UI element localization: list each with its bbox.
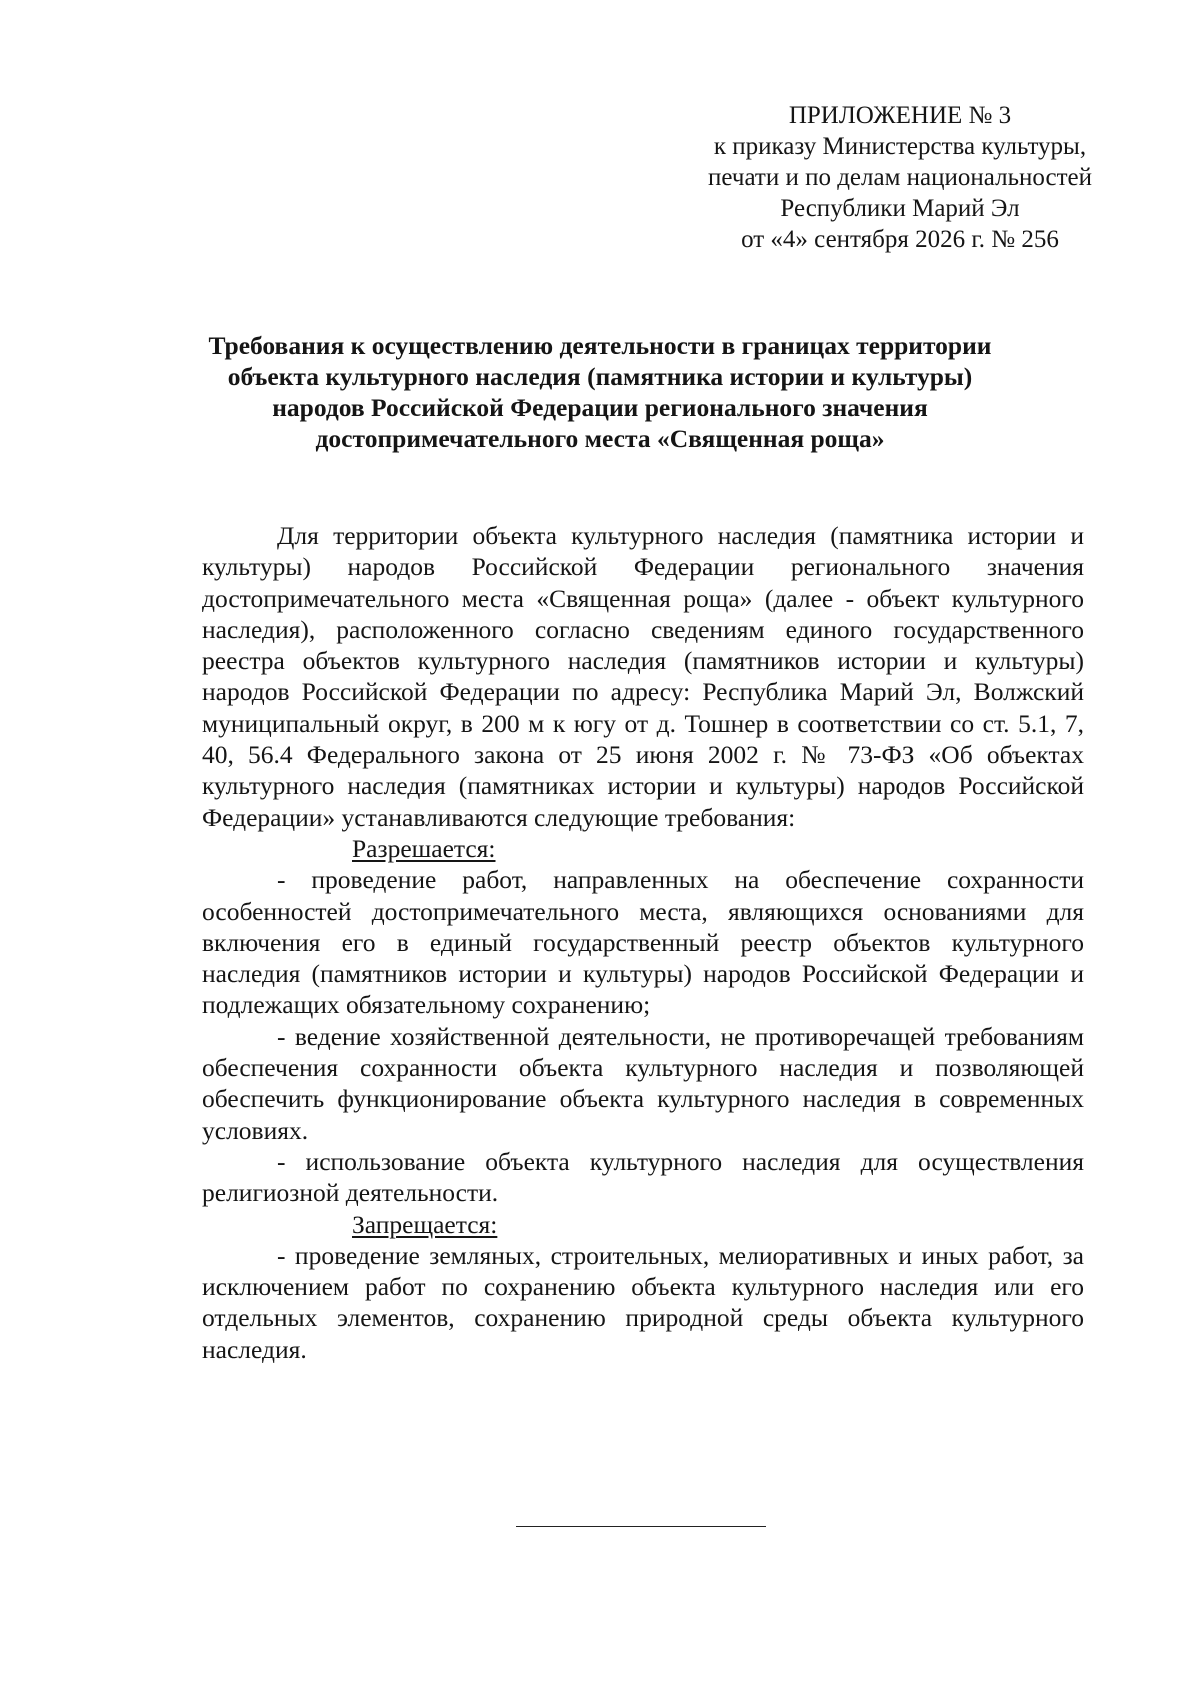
appendix-header bbox=[660, 100, 1140, 255]
allowed-item: - проведение работ, направленных на обеспечение сохранности особенностей достопримечательного места, являющихся основаниями для включения его в единый государственный реестр объектов культурного наследия (памятников истории и культуры) народов Российской Федерации и подлежащих обязательному сохранению; bbox=[202, 865, 1084, 1020]
closing-divider bbox=[516, 1526, 766, 1527]
allowed-heading-text: Разрешается: bbox=[352, 833, 496, 863]
title-line: народов Российской Федерации регионального значения bbox=[272, 393, 928, 422]
allowed-heading bbox=[202, 833, 1084, 864]
allowed-item: - ведение хозяйственной деятельности, не противоречащей требованиям обеспечения сохранности объекта культурного наследия и позволяющей обеспечить функционирование объекта культурного наследия в современных условиях. bbox=[202, 1021, 1084, 1145]
allowed-item: - использование объекта культурного наследия для осуществления религиозной деятельности. bbox=[202, 1146, 1084, 1208]
appendix-order-line: к приказу Министерства культуры, bbox=[713, 133, 1087, 160]
intro-paragraph: Для территории объекта культурного наследия (памятника истории и культуры) народов Российской Федерации регионального значения достопримечательного места «Священная роща» (далее - объект культурного наследия), расположенного согласно сведениям единого государственного реестра объектов культурного наследия (памятников истории и культуры) народов Российской Федерации по адресу: Республика Марий Эл, Волжский муниципальный округ, в 200 м к югу от д. Тошнер в соответствии со ст. 5.1, 7, 40, 56.4 Федерального закона от 25 июня 2002 г. № 73-ФЗ «Об объектах культурного наследия (памятниках истории и культуры) народов Российской Федерации» устанавливаются следующие требования: bbox=[202, 521, 1084, 832]
appendix-date-line: от «4» сентября 2026 г. № 256 bbox=[741, 226, 1059, 253]
forbidden-item: - проведение земляных, строительных, мелиоративных и иных работ, за исключением работ по сохранению объекта культурного наследия или его отдельных элементов, сохранению природной среды объекта культурного наследия. bbox=[202, 1240, 1084, 1364]
appendix-number: ПРИЛОЖЕНИЕ № 3 bbox=[788, 102, 1012, 129]
appendix-ministry-line: печати и по делам национальностей bbox=[708, 164, 1092, 191]
forbidden-heading bbox=[202, 1209, 1084, 1240]
appendix-republic-line: Республики Марий Эл bbox=[780, 195, 1020, 222]
title-line: Требования к осуществлению деятельности в границах территории bbox=[208, 331, 992, 360]
document-body bbox=[202, 520, 1084, 1365]
document-title bbox=[150, 330, 1050, 454]
title-line: объекта культурного наследия (памятника истории и культуры) bbox=[227, 362, 973, 391]
forbidden-heading-text: Запрещается: bbox=[352, 1209, 498, 1239]
title-line: достопримечательного места «Священная роща» bbox=[315, 424, 885, 453]
